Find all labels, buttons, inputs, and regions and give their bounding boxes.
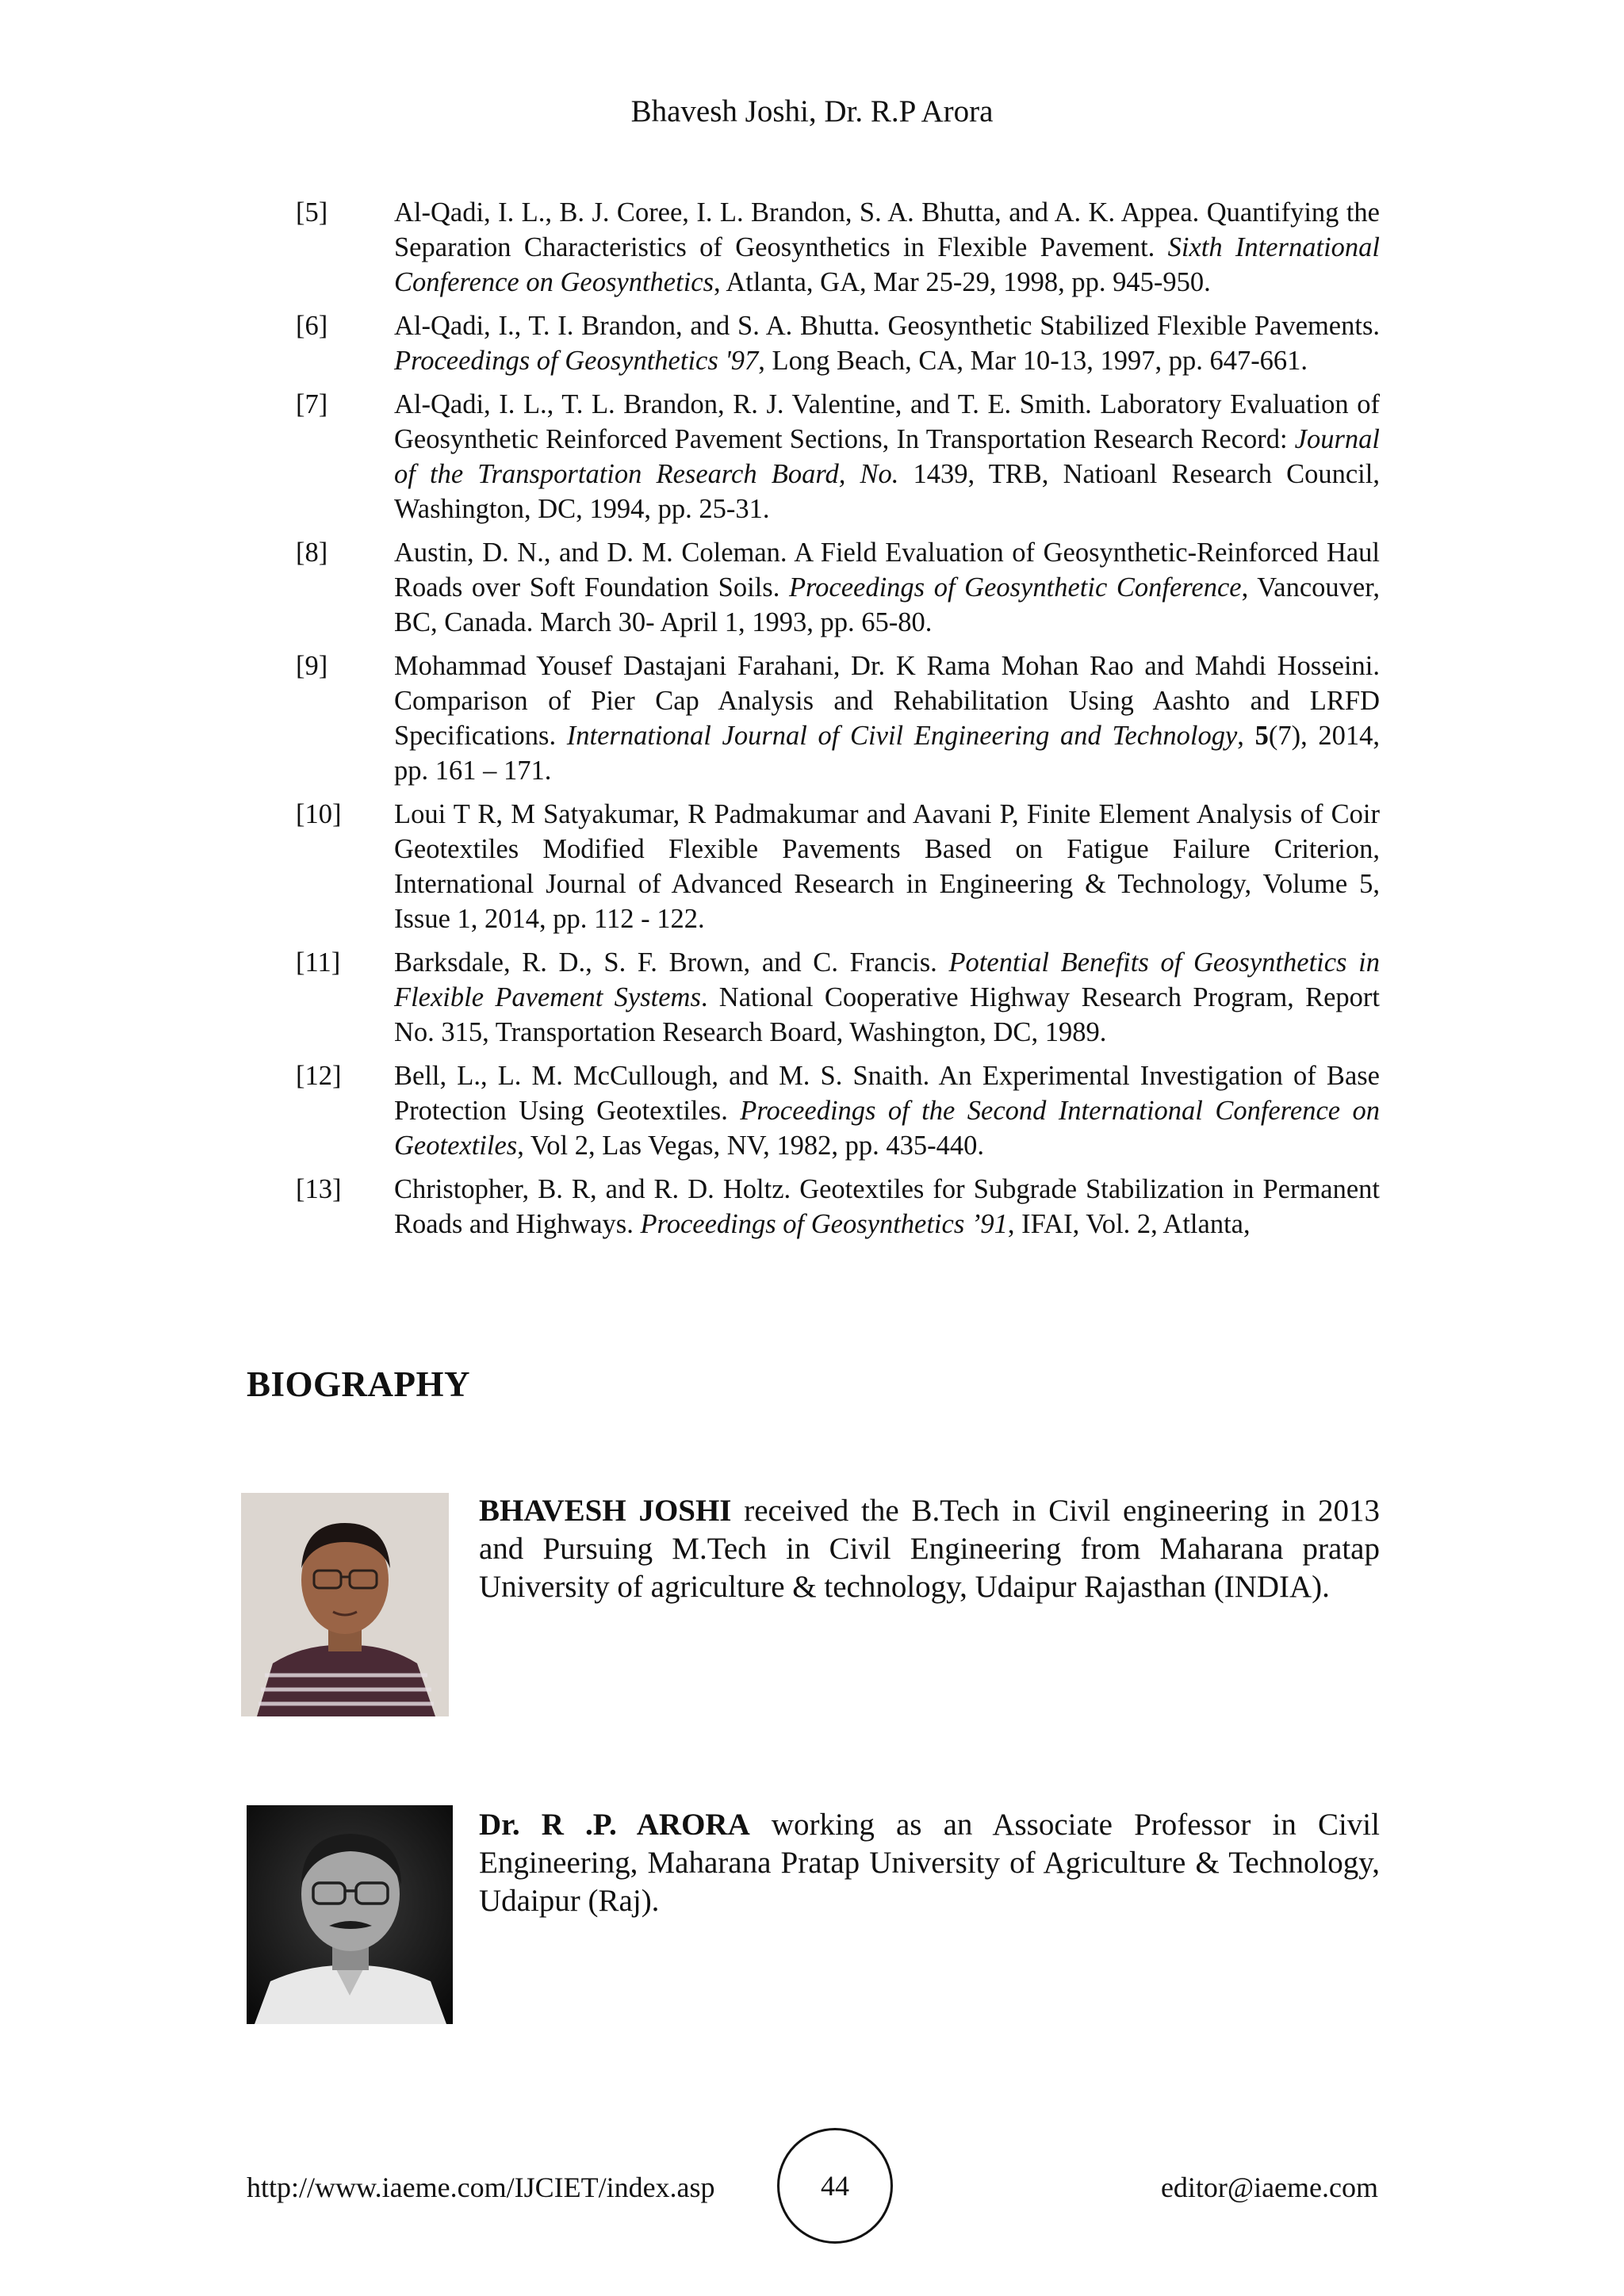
reference-text [394,945,1380,1050]
reference-text-segment: , Vol 2, Las Vegas, NV, 1982, pp. 435-440. [517,1131,984,1161]
reference-text-segment: 5 [1254,721,1269,751]
reference-source-title: Proceedings of Geosynthetic Conference [788,572,1242,603]
author-photo-rp-arora [247,1805,453,2024]
reference-item [296,195,1380,300]
reference-list [296,195,1380,1250]
reference-item [296,797,1380,936]
reference-item [296,1058,1380,1163]
reference-item [296,945,1380,1050]
reference-source-title: International Journal of Civil Engineering and Technology [566,721,1238,751]
reference-text-segment: 1439, TRB, Natioanl Research Council, Washington, DC, 1994, pp. 25-31. [394,459,1380,524]
reference-text-segment: Al-Qadi, I. L., B. J. Coree, I. L. Brandon, S. A. Bhutta, and A. K. Appea. Quantifying the Separation Characteristics of Geosynthetics in Flexible Pavement. [394,197,1380,262]
reference-item [296,1172,1380,1242]
reference-number: [11] [296,947,341,978]
reference-text-segment: , Vancouver, BC, Canada. March 30- April 1, 1993, pp. 65-80. [394,572,1380,637]
reference-text-segment: (7), 2014, pp. 161 – 171. [394,721,1381,786]
reference-text [394,308,1380,378]
reference-text-segment: Austin, D. N., and D. M. Coleman. A Field Evaluation of Geosynthetic-Reinforced Haul Roads over Soft Foundation Soils. [394,538,1380,603]
reference-text-segment: Al-Qadi, I. L., T. L. Brandon, R. J. Valentine, and T. E. Smith. Laboratory Evaluation of Geosynthetic Reinforced Pavement Sections, In Transportation Research Record: [394,389,1380,454]
reference-text [394,387,1380,526]
reference-text-segment: Christopher, B. R, and R. D. Holtz. Geotextiles for Subgrade Stabilization in Permanent Roads and Highways. [394,1174,1380,1239]
reference-number: [13] [296,1174,342,1204]
reference-source-title: Proceedings of Geosynthetics '97 [394,346,759,376]
reference-source-title: Proceedings of Geosynthetics ’91 [640,1209,1008,1239]
reference-text-segment: Al-Qadi, I., T. I. Brandon, and S. A. Bhutta. Geosynthetic Stabilized Flexible Pavements. [394,311,1380,341]
reference-text-segment: Mohammad Yousef Dastajani Farahani, Dr. K Rama Mohan Rao and Mahdi Hosseini. Comparison of Pier Cap Analysis and Rehabilitation Using Aashto and LRFD Specifications. [394,651,1380,751]
reference-text-segment: , Long Beach, CA, Mar 10-13, 1997, pp. 647-661. [758,346,1308,376]
reference-text-segment: , IFAI, Vol. 2, Atlanta, [1007,1209,1251,1239]
biography-entry [479,1806,1380,1920]
reference-text [394,195,1380,300]
reference-source-title: Proceedings of the Second International Conference on Geotextiles [394,1096,1381,1161]
reference-number: [8] [296,538,328,568]
reference-number: [9] [296,651,328,681]
reference-text-segment: . National Cooperative Highway Research Program, Report No. 315, Transportation Research Board, Washington, DC, 1989. [394,982,1380,1047]
footer-url-link[interactable]: http://www.iaeme.com/IJCIET/index.asp [247,2172,715,2203]
reference-text [394,1058,1380,1163]
running-header: Bhavesh Joshi, Dr. R.P Arora [630,94,994,128]
bio-name: BHAVESH JOSHI [479,1494,732,1528]
reference-source-title: Sixth International Conference on Geosynthetics [394,232,1380,297]
reference-text-segment: , Atlanta, GA, Mar 25-29, 1998, pp. 945-950. [714,267,1211,297]
page-footer [0,2158,1624,2221]
reference-text-segment: , [1237,721,1255,751]
bio-text: received the B.Tech in Civil engineering in 2013 and Pursuing M.Tech in Civil Engineering from Maharana pratap University of agriculture & technology, Udaipur Rajasthan (INDIA). [479,1494,1380,1604]
biography-entry [479,1492,1380,1606]
reference-text-segment: Barksdale, R. D., S. F. Brown, and C. Francis. [394,947,949,978]
reference-item [296,387,1380,526]
reference-text [394,797,1380,936]
reference-text-segment: Loui T R, M Satyakumar, R Padmakumar and Aavani P, Finite Element Analysis of Coir Geotextiles Modified Flexible Pavements Based on Fatigue Failure Criterion, International Journal of Advanced Research in Engineering & Technology, Volume 5, Issue 1, 2014, pp. 112 - 122. [394,799,1380,934]
reference-number: [7] [296,389,328,419]
reference-number: [5] [296,197,328,228]
bio-text: working as an Associate Professor in Civil Engineering, Maharana Pratap University of Agriculture & Technology, Udaipur (Raj). [479,1808,1380,1918]
author-photo-bhavesh-joshi [241,1493,449,1716]
biography-heading: BIOGRAPHY [247,1364,471,1404]
footer-email-link[interactable]: editor@iaeme.com [1160,2172,1378,2203]
reference-source-title: Potential Benefits of Geosynthetics in Flexible Pavement Systems [394,947,1380,1012]
reference-number: [6] [296,311,328,341]
page-number: 44 [777,2128,893,2244]
reference-number: [12] [296,1061,342,1091]
reference-number: [10] [296,799,342,829]
reference-item [296,535,1380,640]
bio-name: Dr. R .P. ARORA [479,1808,750,1842]
reference-text [394,535,1380,640]
reference-source-title: Journal of the Transportation Research Board, No. [394,424,1380,489]
reference-text [394,649,1380,788]
reference-text-segment: Bell, L., L. M. McCullough, and M. S. Snaith. An Experimental Investigation of Base Protection Using Geotextiles. [394,1061,1380,1126]
reference-item [296,649,1380,788]
reference-item [296,308,1380,378]
reference-text [394,1172,1380,1242]
